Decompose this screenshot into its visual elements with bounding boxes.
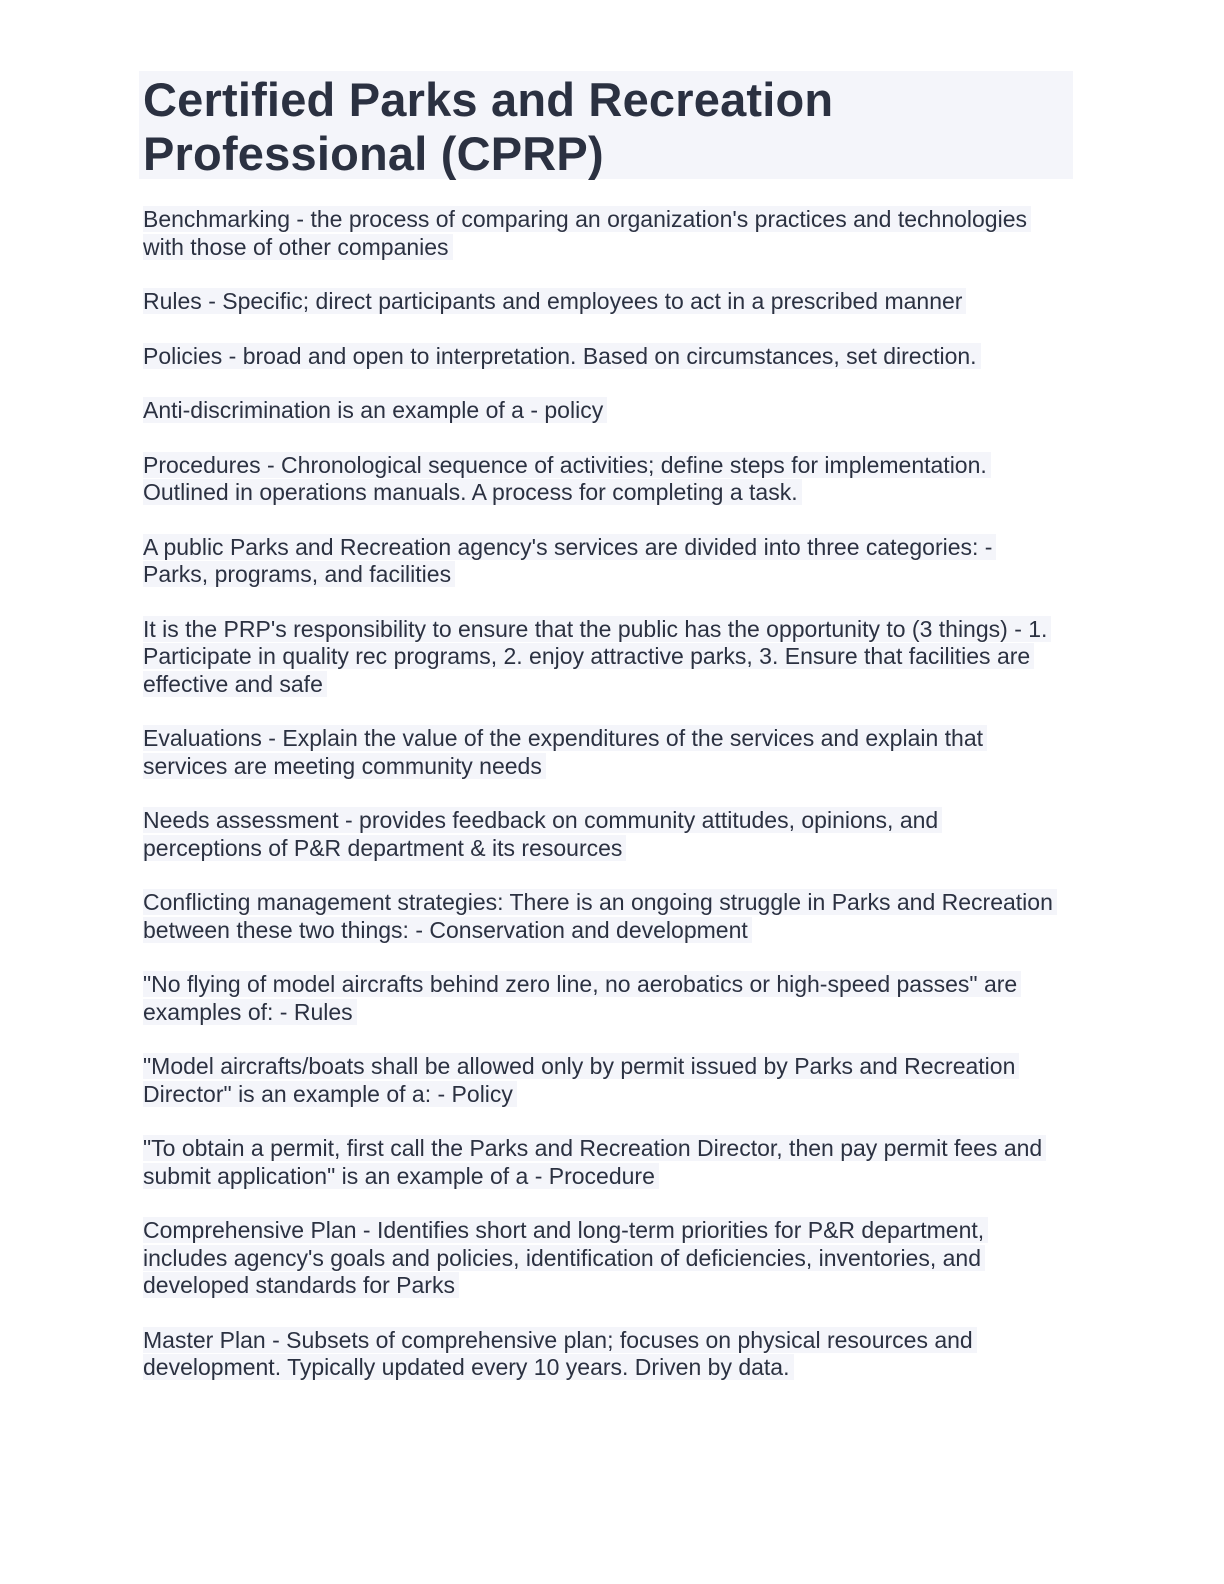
flashcard-text: Conflicting management strategies: There is an ongoing struggle in Parks and Recreation between these two things: - Conservation and development	[143, 889, 1057, 943]
flashcard-entry	[143, 807, 1063, 862]
flashcard-text: Evaluations - Explain the value of the expenditures of the services and explain that services are meeting community needs	[143, 725, 987, 779]
flashcard-entry	[143, 1135, 1063, 1190]
flashcard-entry	[143, 343, 1063, 371]
flashcard-entry	[143, 1217, 1063, 1300]
flashcard-entry	[143, 452, 1063, 507]
flashcard-entry	[143, 971, 1063, 1026]
flashcard-text: It is the PRP's responsibility to ensure that the public has the opportunity to (3 things) - 1. Participate in quality rec programs, 2. enjoy attractive parks, 3. Ensure that facilities are effective and safe	[143, 616, 1051, 697]
flashcard-list	[139, 206, 1073, 1382]
flashcard-entry	[143, 288, 1063, 316]
flashcard-text: Anti-discrimination is an example of a - policy	[143, 397, 607, 423]
flashcard-entry	[143, 889, 1063, 944]
flashcard-text: Benchmarking - the process of comparing an organization's practices and technologies with those of other companies	[143, 206, 1031, 260]
flashcard-entry	[143, 397, 1063, 425]
flashcard-entry	[143, 616, 1063, 699]
flashcard-text: "No flying of model aircrafts behind zero line, no aerobatics or high-speed passes" are examples of: - Rules	[143, 971, 1021, 1025]
flashcard-text: Policies - broad and open to interpretation. Based on circumstances, set direction.	[143, 343, 981, 369]
flashcard-text: "To obtain a permit, first call the Parks and Recreation Director, then pay permit fees and submit application" is an example of a - Procedure	[143, 1135, 1046, 1189]
flashcard-text: Comprehensive Plan - Identifies short and long-term priorities for P&R department, includes agency's goals and policies, identification of deficiencies, inventories, and developed standards for Parks	[143, 1217, 988, 1298]
flashcard-entry	[143, 206, 1063, 261]
document-title: Certified Parks and Recreation Professional (CPRP)	[143, 73, 834, 180]
flashcard-entry	[143, 534, 1063, 589]
title-block	[139, 71, 1073, 179]
flashcard-text: Rules - Specific; direct participants and employees to act in a prescribed manner	[143, 288, 966, 314]
flashcard-text: "Model aircrafts/boats shall be allowed only by permit issued by Parks and Recreation Director" is an example of a: - Policy	[143, 1053, 1019, 1107]
flashcard-text: Master Plan - Subsets of comprehensive plan; focuses on physical resources and development. Typically updated every 10 years. Driven by data.	[143, 1327, 977, 1381]
flashcard-entry	[143, 1053, 1063, 1108]
flashcard-text: A public Parks and Recreation agency's services are divided into three categories: - Parks, programs, and facilities	[143, 534, 996, 588]
flashcard-text: Needs assessment - provides feedback on community attitudes, opinions, and perceptions of P&R department & its resources	[143, 807, 942, 861]
flashcard-text: Procedures - Chronological sequence of activities; define steps for implementation. Outlined in operations manuals. A process for completing a task.	[143, 452, 991, 506]
document-page	[139, 71, 1073, 1409]
flashcard-entry	[143, 725, 1063, 780]
flashcard-entry	[143, 1327, 1063, 1382]
